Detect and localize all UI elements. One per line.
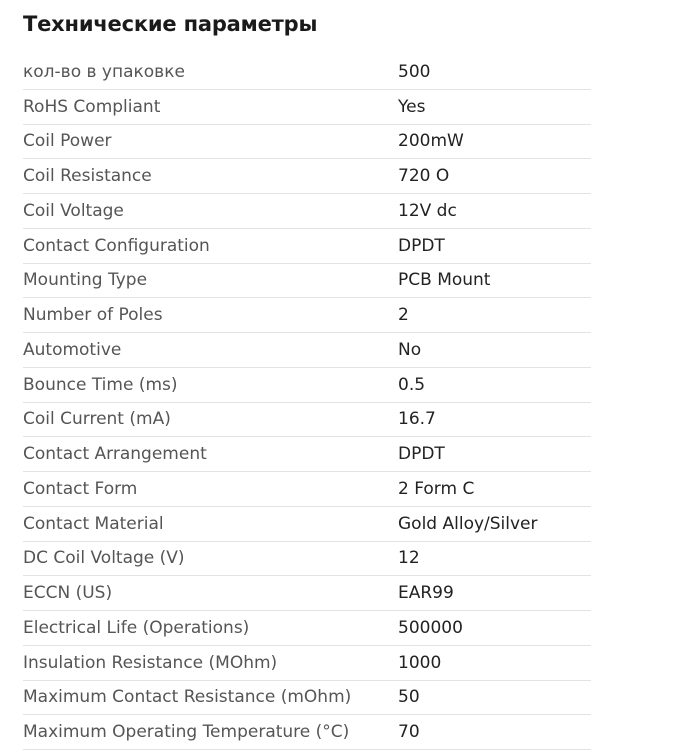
- spec-name: кол-во в упаковке: [23, 61, 185, 82]
- spec-name: RoHS Compliant: [23, 96, 161, 117]
- spec-name: Contact Arrangement: [23, 444, 207, 465]
- spec-name: Mounting Type: [23, 270, 148, 291]
- spec-row: [23, 611, 591, 646]
- spec-value: 500: [398, 61, 431, 82]
- spec-row: [23, 715, 591, 750]
- spec-name: Contact Material: [23, 513, 164, 534]
- spec-name: Coil Voltage: [23, 200, 124, 221]
- spec-name: Maximum Operating Temperature (°C): [23, 722, 350, 743]
- spec-row: [23, 229, 591, 264]
- spec-name: Maximum Contact Resistance (mOhm): [23, 687, 352, 708]
- spec-name: Contact Form: [23, 478, 138, 499]
- spec-row: [23, 368, 591, 403]
- spec-value: EAR99: [398, 583, 454, 604]
- spec-value: 500000: [398, 617, 463, 638]
- spec-name: Coil Current (mA): [23, 409, 171, 430]
- spec-value: No: [398, 339, 422, 360]
- spec-value: 2: [398, 305, 409, 326]
- spec-name: Electrical Life (Operations): [23, 617, 250, 638]
- spec-value: DPDT: [398, 444, 445, 465]
- spec-value: 50: [398, 687, 420, 708]
- spec-row: [23, 542, 591, 577]
- spec-name: Insulation Resistance (MOhm): [23, 652, 278, 673]
- spec-row: [23, 646, 591, 681]
- spec-row: [23, 194, 591, 229]
- spec-value: Gold Alloy/Silver: [398, 513, 538, 534]
- spec-value: 12V dc: [398, 200, 457, 221]
- spec-value: 1000: [398, 652, 442, 673]
- spec-value: 2 Form C: [398, 478, 475, 499]
- spec-value: DPDT: [398, 235, 445, 256]
- spec-name: Automotive: [23, 339, 122, 360]
- spec-name: Coil Resistance: [23, 166, 152, 187]
- spec-name: Contact Configuration: [23, 235, 210, 256]
- spec-table: [23, 55, 591, 750]
- spec-row: [23, 507, 591, 542]
- spec-row: [23, 125, 591, 160]
- spec-row: [23, 437, 591, 472]
- spec-name: ECCN (US): [23, 583, 113, 604]
- spec-row: [23, 576, 591, 611]
- spec-value: 0.5: [398, 374, 426, 395]
- spec-name: Bounce Time (ms): [23, 374, 178, 395]
- spec-row: [23, 298, 591, 333]
- spec-row: [23, 333, 591, 368]
- spec-value: 200mW: [398, 131, 464, 152]
- spec-name: Number of Poles: [23, 305, 163, 326]
- spec-name: DC Coil Voltage (V): [23, 548, 185, 569]
- spec-value: 70: [398, 722, 420, 743]
- spec-row: [23, 472, 591, 507]
- spec-row: [23, 90, 591, 125]
- spec-row: [23, 264, 591, 299]
- section-title: Технические параметры: [23, 12, 318, 36]
- spec-row: [23, 681, 591, 716]
- spec-row: [23, 55, 591, 90]
- spec-name: Coil Power: [23, 131, 112, 152]
- spec-value: 720 O: [398, 166, 450, 187]
- spec-value: 12: [398, 548, 420, 569]
- spec-value: Yes: [398, 96, 426, 117]
- spec-value: PCB Mount: [398, 270, 491, 291]
- spec-value: 16.7: [398, 409, 436, 430]
- spec-row: [23, 403, 591, 438]
- spec-row: [23, 159, 591, 194]
